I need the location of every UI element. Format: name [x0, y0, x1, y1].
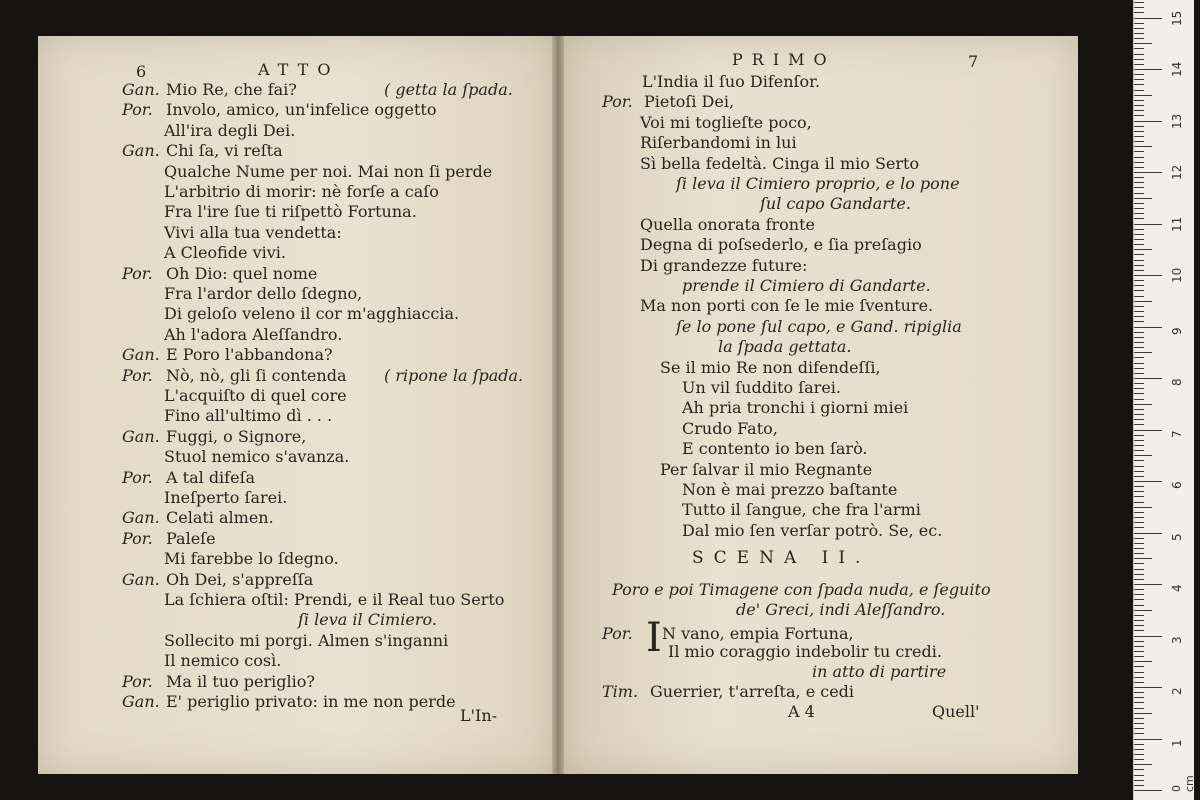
ruler-tick: [1134, 373, 1144, 374]
verse-line: L'acquiſto di quel core: [164, 386, 347, 405]
speaker-label: Gan.: [122, 141, 160, 161]
ruler-number: 13: [1170, 113, 1184, 129]
ruler-tick: [1134, 486, 1144, 487]
verse-line: Degna di poſsederlo, e ſia preſagio: [640, 235, 922, 255]
verse-line: Ah pria tronchi i giorni miei: [682, 398, 909, 418]
ruler-tick: [1134, 460, 1144, 461]
ruler-tick: [1134, 121, 1162, 122]
ruler-tick: [1134, 84, 1144, 85]
ruler-tick: [1134, 579, 1144, 580]
verse-line: Tutto il ſangue, che fra l'armi: [682, 500, 921, 520]
stage-direction: prende il Cimiero di Gandarte.: [682, 276, 931, 295]
ruler-tick: [1134, 177, 1144, 178]
verse-line: Chi ſa, vi reſta: [166, 141, 283, 161]
ruler-tick: [1134, 187, 1144, 188]
ruler-tick: [1134, 347, 1144, 348]
speaker-label: Por.: [122, 263, 153, 283]
ruler-number: 5: [1170, 532, 1184, 541]
ruler-tick: [1134, 692, 1144, 693]
measuring-ruler: [1133, 0, 1194, 800]
verse-line: Ma non porti con ſe le mie ſventure.: [640, 296, 934, 316]
verse-line: Ineſperto ſarei.: [164, 488, 288, 507]
verse-line: E' periglio privato: in me non perde: [166, 692, 456, 711]
ruler-number: 11: [1170, 216, 1184, 232]
verse-line: Fra l'ire ſue ti riſpettò Fortuna.: [164, 202, 417, 222]
ruler-tick: [1134, 682, 1144, 683]
verse-line: Oh Dei, s'appreſſa: [166, 569, 314, 589]
ruler-tick: [1134, 790, 1162, 791]
ruler-tick: [1134, 105, 1144, 106]
ruler-tick: [1134, 126, 1144, 127]
ruler-tick: [1134, 769, 1144, 770]
ruler-tick: [1134, 275, 1162, 276]
ruler-tick: [1134, 718, 1144, 719]
ruler-tick: [1134, 368, 1144, 369]
ruler-tick: [1134, 270, 1144, 271]
ruler-tick: [1134, 548, 1144, 549]
speaker-label: Gan.: [122, 345, 160, 365]
verse-line: Fuggi, o Signore,: [166, 426, 307, 446]
verse-line: Celati almen.: [166, 508, 274, 528]
ruler-tick: [1134, 641, 1144, 642]
ruler-tick: [1134, 620, 1144, 621]
ruler-tick: [1134, 146, 1152, 147]
ruler-tick: [1134, 522, 1144, 523]
verse-line: Ma il tuo periglio?: [166, 671, 315, 691]
ruler-tick: [1134, 574, 1144, 575]
stage-direction: ( ripone la ſpada.: [384, 365, 524, 385]
ruler-tick: [1134, 594, 1144, 595]
ruler-tick: [1134, 79, 1144, 80]
ruler-number: 3: [1170, 635, 1184, 644]
ruler-tick: [1134, 12, 1144, 13]
ruler-tick: [1134, 239, 1144, 240]
ruler-tick: [1134, 450, 1144, 451]
ruler-tick: [1134, 599, 1144, 600]
verse-line: E Poro l'abbandona?: [166, 345, 333, 365]
ruler-tick: [1134, 543, 1144, 544]
ruler-tick: [1134, 496, 1144, 497]
stage-direction: la ſpada gettata.: [718, 337, 852, 357]
ruler-tick: [1134, 115, 1144, 116]
ruler-tick: [1134, 234, 1144, 235]
page-number: 6: [136, 62, 147, 81]
ruler-number: 8: [1170, 378, 1184, 386]
ruler-tick: [1134, 780, 1144, 781]
ruler-tick: [1134, 296, 1144, 297]
ruler-tick: [1134, 59, 1144, 60]
ruler-number: 2: [1170, 687, 1184, 695]
speaker-label: Por.: [602, 92, 633, 112]
ruler-tick: [1134, 131, 1144, 132]
verse-line: Stuol nemico s'avanza.: [164, 447, 350, 467]
verse-line: E contento io ben ſarò.: [682, 439, 868, 459]
ruler-tick: [1134, 7, 1144, 8]
ruler-number: 1: [1170, 738, 1184, 747]
catchword: Quell': [932, 702, 980, 721]
ruler-tick: [1134, 466, 1144, 467]
speaker-label: Gan.: [122, 692, 160, 711]
ruler-tick: [1134, 64, 1144, 65]
ruler-tick: [1134, 636, 1162, 637]
verse-line: Paleſe: [166, 528, 216, 548]
ruler-tick: [1134, 435, 1144, 436]
ruler-tick: [1134, 162, 1144, 163]
verse-line: Crudo Fato,: [682, 418, 778, 438]
ruler-tick: [1134, 455, 1152, 456]
ruler-tick: [1134, 666, 1144, 667]
ruler-tick: [1134, 193, 1144, 194]
stage-direction: ( getta la ſpada.: [384, 80, 513, 99]
ruler-tick: [1134, 512, 1144, 513]
ruler-tick: [1134, 74, 1144, 75]
drop-cap: I: [646, 615, 662, 661]
speaker-label: Gan.: [122, 508, 160, 528]
ruler-tick: [1134, 764, 1152, 765]
verse-line: Il mio coraggio indebolir tu credi.: [668, 642, 942, 661]
ruler-tick: [1134, 677, 1144, 678]
ruler-tick: [1134, 48, 1144, 49]
ruler-tick: [1134, 151, 1144, 152]
speaker-label: Por.: [602, 624, 633, 643]
ruler-tick: [1134, 90, 1144, 91]
verse-line: Involo, amico, un'infelice oggetto: [166, 100, 437, 120]
ruler-tick: [1134, 321, 1144, 322]
ruler-tick: [1134, 569, 1144, 570]
ruler-tick: [1134, 507, 1152, 508]
ruler-tick: [1134, 419, 1144, 420]
book-gutter: [552, 36, 564, 774]
ruler-tick: [1134, 18, 1162, 19]
verse-line: Voi mi toglieſte poco,: [640, 112, 812, 132]
scene-description: de' Greci, indi Aleſſandro.: [736, 600, 946, 619]
catchword: L'In-: [460, 706, 498, 725]
verse-line: L'India il ſuo Difenſor.: [642, 72, 821, 91]
ruler-tick: [1134, 2, 1144, 3]
verse-line: Fino all'ultimo dì . . .: [164, 406, 333, 426]
ruler-tick: [1134, 445, 1144, 446]
ruler-tick: [1134, 249, 1152, 250]
ruler-tick: [1134, 337, 1144, 338]
ruler-tick: [1134, 440, 1144, 441]
ruler-tick: [1134, 661, 1152, 662]
ruler-number: 14: [1170, 61, 1184, 77]
ruler-tick: [1134, 430, 1162, 431]
ruler-tick: [1134, 785, 1144, 786]
ruler-tick: [1134, 744, 1144, 745]
page-number: 7: [968, 52, 979, 71]
ruler-number: 12: [1170, 164, 1184, 180]
ruler-tick: [1134, 625, 1144, 626]
stage-direction: ſi leva il Cimiero.: [298, 610, 437, 630]
ruler-tick: [1134, 38, 1144, 39]
ruler-tick: [1134, 615, 1144, 616]
ruler-tick: [1134, 265, 1144, 266]
ruler-tick: [1134, 584, 1162, 585]
ruler-tick: [1134, 702, 1144, 703]
scene-description: Poro e poi Timagene con ſpada nuda, e ſeguito: [612, 580, 991, 599]
ruler-tick: [1134, 28, 1144, 29]
ruler-tick: [1134, 306, 1144, 307]
ruler-number: 10: [1170, 267, 1184, 283]
verse-line: Mi farebbe lo ſdegno.: [164, 549, 339, 569]
ruler-tick: [1134, 424, 1144, 425]
ruler-tick: [1134, 254, 1144, 255]
ruler-tick: [1134, 167, 1144, 168]
ruler-tick: [1134, 100, 1144, 101]
verse-line: Non è mai prezzo baſtante: [682, 480, 898, 499]
stage-direction: ſul capo Gandarte.: [760, 194, 911, 214]
verse-line: Vivi alla tua vendetta:: [164, 222, 342, 242]
ruler-tick: [1134, 563, 1144, 564]
ruler-tick: [1134, 208, 1144, 209]
ruler-tick: [1134, 327, 1162, 328]
ruler-tick: [1134, 687, 1162, 688]
stage-direction: ſi leva il Cimiero proprio, e lo pone: [676, 174, 960, 193]
ruler-tick: [1134, 749, 1144, 750]
ruler-tick: [1134, 533, 1162, 534]
speaker-label: Tim.: [602, 682, 639, 701]
verse-line: All'ira degli Dei.: [164, 120, 296, 140]
ruler-tick: [1134, 157, 1144, 158]
ruler-tick: [1134, 589, 1144, 590]
stage-direction: in atto di partire: [812, 662, 947, 681]
ruler-tick: [1134, 646, 1144, 647]
signature-mark: A 4: [788, 702, 815, 721]
ruler-tick: [1134, 527, 1144, 528]
ruler-tick: [1134, 471, 1144, 472]
ruler-tick: [1134, 754, 1144, 755]
ruler-tick: [1134, 69, 1162, 70]
ruler-tick: [1134, 352, 1152, 353]
running-header: ATTO: [258, 60, 340, 79]
ruler-tick: [1134, 553, 1144, 554]
ruler-tick: [1134, 363, 1144, 364]
ruler-tick: [1134, 203, 1144, 204]
ruler-tick: [1134, 378, 1162, 379]
speaker-label: Por.: [122, 671, 153, 691]
ruler-tick: [1134, 728, 1144, 729]
verse-line: Oh Dio: quel nome: [166, 263, 318, 283]
speaker-label: Gan.: [122, 569, 160, 589]
ruler-tick: [1134, 399, 1144, 400]
verse-line: Sì bella fedeltà. Cinga il mio Serto: [640, 153, 920, 173]
ruler-tick: [1134, 605, 1144, 606]
ruler-tick: [1134, 672, 1144, 673]
verse-line: Riſerbandomi in lui: [640, 133, 797, 153]
verse-line: Un vil ſuddito ſarei.: [682, 378, 841, 397]
ruler-tick: [1134, 280, 1144, 281]
verse-line: Di grandezze future:: [640, 255, 808, 275]
ruler-tick: [1134, 43, 1152, 44]
verse-line: Mio Re, che fai?: [166, 80, 297, 99]
ruler-unit-label: 0 cm: [1170, 775, 1196, 792]
ruler-tick: [1134, 213, 1144, 214]
ruler-tick: [1134, 491, 1144, 492]
ruler-tick: [1134, 723, 1144, 724]
ruler-tick: [1134, 218, 1144, 219]
ruler-tick: [1134, 136, 1144, 137]
ruler-tick: [1134, 182, 1144, 183]
ruler-tick: [1134, 23, 1144, 24]
verse-line: A tal difeſa: [166, 467, 256, 487]
ruler-tick: [1134, 610, 1152, 611]
speaker-label: Por.: [122, 365, 153, 385]
ruler-tick: [1134, 229, 1144, 230]
speaker-label: Por.: [122, 100, 153, 120]
ruler-tick: [1134, 388, 1144, 389]
ruler-tick: [1134, 414, 1144, 415]
verse-line: Nò, nò, gli ſi contenda: [166, 365, 347, 385]
ruler-tick: [1134, 141, 1144, 142]
ruler-tick: [1134, 301, 1152, 302]
ruler-tick: [1134, 260, 1144, 261]
ruler-tick: [1134, 656, 1144, 657]
ruler-tick: [1134, 357, 1144, 358]
verse-line: Quella onorata fronte: [640, 214, 815, 234]
running-header: PRIMO: [732, 50, 836, 69]
ruler-tick: [1134, 342, 1144, 343]
ruler-tick: [1134, 775, 1144, 776]
verse-line: Pietoſi Dei,: [644, 92, 735, 112]
ruler-tick: [1134, 558, 1152, 559]
speaker-label: Por.: [122, 528, 153, 548]
verse-line: Di geloſo veleno il cor m'agghiaccia.: [164, 304, 460, 324]
ruler-tick: [1134, 502, 1144, 503]
verse-line: Per ſalvar il mio Regnante: [660, 459, 873, 479]
ruler-tick: [1134, 316, 1144, 317]
ruler-tick: [1134, 110, 1144, 111]
verse-line: A Cleofide vivi.: [164, 243, 286, 263]
verse-line: Ah l'adora Aleſſandro.: [164, 324, 343, 344]
verse-line: N vano, empia Fortuna,: [662, 624, 854, 643]
speaker-label: Gan.: [122, 80, 160, 99]
ruler-tick: [1134, 481, 1162, 482]
ruler-tick: [1134, 759, 1144, 760]
scene-title: SCENA II.: [692, 548, 871, 568]
verse-line: Se il mio Re non difendeſſi,: [660, 357, 881, 377]
ruler-tick: [1134, 33, 1144, 34]
verse-line: Fra l'ardor dello ſdegno,: [164, 284, 363, 303]
verse-line: La ſchiera oſtil: Prendi, e il Real tuo Serto: [164, 590, 505, 609]
ruler-tick: [1134, 393, 1144, 394]
ruler-tick: [1134, 332, 1144, 333]
ruler-tick: [1134, 476, 1144, 477]
ruler-tick: [1134, 517, 1144, 518]
ruler-tick: [1134, 198, 1152, 199]
ruler-tick: [1134, 311, 1144, 312]
ruler-tick: [1134, 409, 1144, 410]
ruler-tick: [1134, 404, 1152, 405]
stage-direction: ſe lo pone ſul capo, e Gand. ripiglia: [676, 316, 962, 336]
ruler-tick: [1134, 697, 1144, 698]
ruler-tick: [1134, 739, 1162, 740]
ruler-tick: [1134, 172, 1162, 173]
ruler-tick: [1134, 244, 1144, 245]
ruler-number: 7: [1170, 429, 1184, 438]
verse-line: Dal mio ſen verſar potrò. Se, ec.: [682, 520, 943, 540]
ruler-tick: [1134, 224, 1162, 225]
verse-line: Sollecito mi porgi. Almen s'inganni: [164, 630, 449, 650]
verse-line: Guerrier, t'arreſta, e cedi: [650, 682, 855, 701]
speaker-label: Gan.: [122, 426, 160, 446]
ruler-tick: [1134, 651, 1144, 652]
ruler-tick: [1134, 713, 1152, 714]
ruler-number: 4: [1170, 584, 1184, 592]
ruler-tick: [1134, 538, 1144, 539]
verse-line: Qualche Nume per noi. Mai non ſi perde: [164, 161, 493, 181]
ruler-tick: [1134, 285, 1144, 286]
verse-line: L'arbitrio di morir: nè forſe a caſo: [164, 182, 439, 201]
speaker-label: Por.: [122, 467, 153, 487]
ruler-tick: [1134, 95, 1152, 96]
ruler-tick: [1134, 54, 1144, 55]
ruler-tick: [1134, 733, 1144, 734]
ruler-number: 9: [1170, 326, 1184, 335]
ruler-tick: [1134, 708, 1144, 709]
ruler-tick: [1134, 383, 1144, 384]
ruler-number: 15: [1170, 10, 1184, 26]
verse-line: Il nemico così.: [164, 651, 282, 671]
ruler-tick: [1134, 290, 1144, 291]
ruler-tick: [1134, 630, 1144, 631]
ruler-number: 6: [1170, 481, 1184, 489]
